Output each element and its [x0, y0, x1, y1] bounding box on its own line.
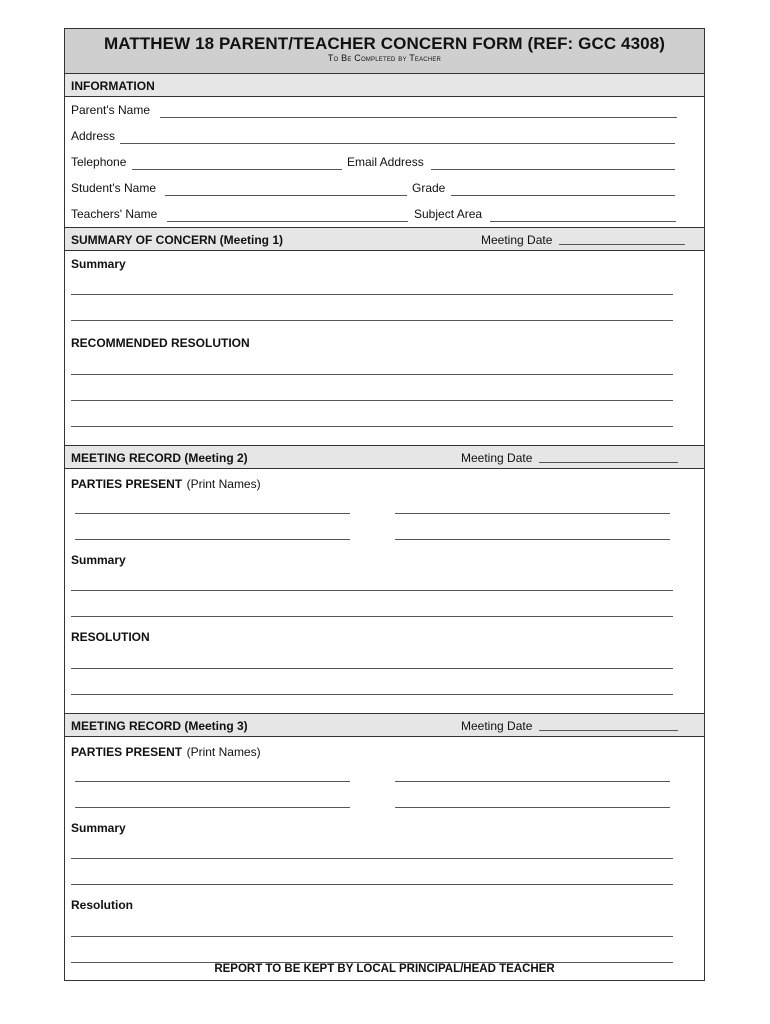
meeting3-party-4[interactable]: [395, 807, 670, 808]
address-label: Address: [71, 129, 116, 143]
footer-note: REPORT TO BE KEPT BY LOCAL PRINCIPAL/HEAD TEACHER: [214, 963, 555, 975]
meeting3-resolution-label: Resolution: [71, 898, 133, 912]
subject-area-label: Subject Area: [414, 207, 483, 221]
parents-name-field[interactable]: [160, 117, 677, 118]
meeting3-date-label: Meeting Date: [461, 719, 533, 733]
meeting3-parties-note: (Print Names): [186, 745, 261, 759]
meeting3-header: [65, 713, 704, 737]
meeting2-date-field[interactable]: [539, 462, 678, 463]
subject-area-field[interactable]: [490, 221, 676, 222]
meeting1-heading: SUMMARY OF CONCERN (Meeting 1): [71, 233, 284, 247]
meeting2-parties-note: (Print Names): [186, 477, 261, 491]
meeting1-resolution-line-2[interactable]: [71, 400, 673, 401]
teachers-name-field[interactable]: [167, 221, 408, 222]
meeting3-date-field[interactable]: [539, 730, 678, 731]
meeting2-date-label: Meeting Date: [461, 451, 533, 465]
telephone-label: Telephone: [71, 155, 127, 169]
meeting2-summary-line-2[interactable]: [71, 616, 673, 617]
meeting1-header: [65, 227, 704, 251]
meeting3-summary-line-2[interactable]: [71, 884, 673, 885]
meeting2-summary-line-1[interactable]: [71, 590, 673, 591]
meeting1-resolution-line-3[interactable]: [71, 426, 673, 427]
meeting1-summary-line-1[interactable]: [71, 294, 673, 295]
meeting1-resolution-label: RECOMMENDED RESOLUTION: [71, 336, 250, 350]
meeting3-party-2[interactable]: [395, 781, 670, 782]
telephone-field[interactable]: [132, 169, 342, 170]
meeting3-summary-line-1[interactable]: [71, 858, 673, 859]
information-heading: INFORMATION: [71, 79, 155, 93]
meeting2-party-1[interactable]: [75, 513, 350, 514]
meeting2-parties-row: [71, 475, 261, 493]
parents-name-label: Parent's Name: [71, 103, 150, 117]
meeting2-summary-label: Summary: [71, 553, 126, 567]
meeting2-parties-label: PARTIES PRESENT: [71, 477, 183, 491]
meeting3-parties-row: [71, 743, 261, 761]
meeting3-summary-label: Summary: [71, 821, 126, 835]
students-name-field[interactable]: [165, 195, 407, 196]
meeting2-resolution-label: RESOLUTION: [71, 630, 150, 644]
students-name-label: Student's Name: [71, 181, 157, 195]
meeting1-resolution-line-1[interactable]: [71, 374, 673, 375]
concern-form: [64, 28, 705, 981]
meeting2-header: [65, 445, 704, 469]
meeting3-parties-label: PARTIES PRESENT: [71, 745, 183, 759]
meeting2-heading: MEETING RECORD (Meeting 2): [71, 451, 248, 465]
meeting3-heading: MEETING RECORD (Meeting 3): [71, 719, 248, 733]
email-label: Email Address: [347, 155, 424, 169]
meeting2-resolution-line-1[interactable]: [71, 668, 673, 669]
form-title: MATTHEW 18 PARENT/TEACHER CONCERN FORM (REF: GCC 4308): [103, 34, 666, 53]
meeting3-party-3[interactable]: [75, 807, 350, 808]
meeting1-summary-line-2[interactable]: [71, 320, 673, 321]
meeting2-party-2[interactable]: [395, 513, 670, 514]
title-band: [65, 29, 704, 74]
meeting3-resolution-line-1[interactable]: [71, 936, 673, 937]
meeting2-party-4[interactable]: [395, 539, 670, 540]
information-header: [65, 73, 704, 97]
grade-label: Grade: [412, 181, 446, 195]
address-field[interactable]: [120, 143, 675, 144]
teachers-name-label: Teachers' Name: [71, 207, 158, 221]
meeting2-party-3[interactable]: [75, 539, 350, 540]
meeting1-summary-label: Summary: [71, 257, 126, 271]
meeting1-date-label: Meeting Date: [481, 233, 553, 247]
email-field[interactable]: [431, 169, 675, 170]
grade-field[interactable]: [451, 195, 675, 196]
meeting3-party-1[interactable]: [75, 781, 350, 782]
meeting2-resolution-line-2[interactable]: [71, 694, 673, 695]
form-subtitle: To Be Completed by Teacher: [327, 53, 442, 63]
meeting1-date-field[interactable]: [559, 244, 685, 245]
